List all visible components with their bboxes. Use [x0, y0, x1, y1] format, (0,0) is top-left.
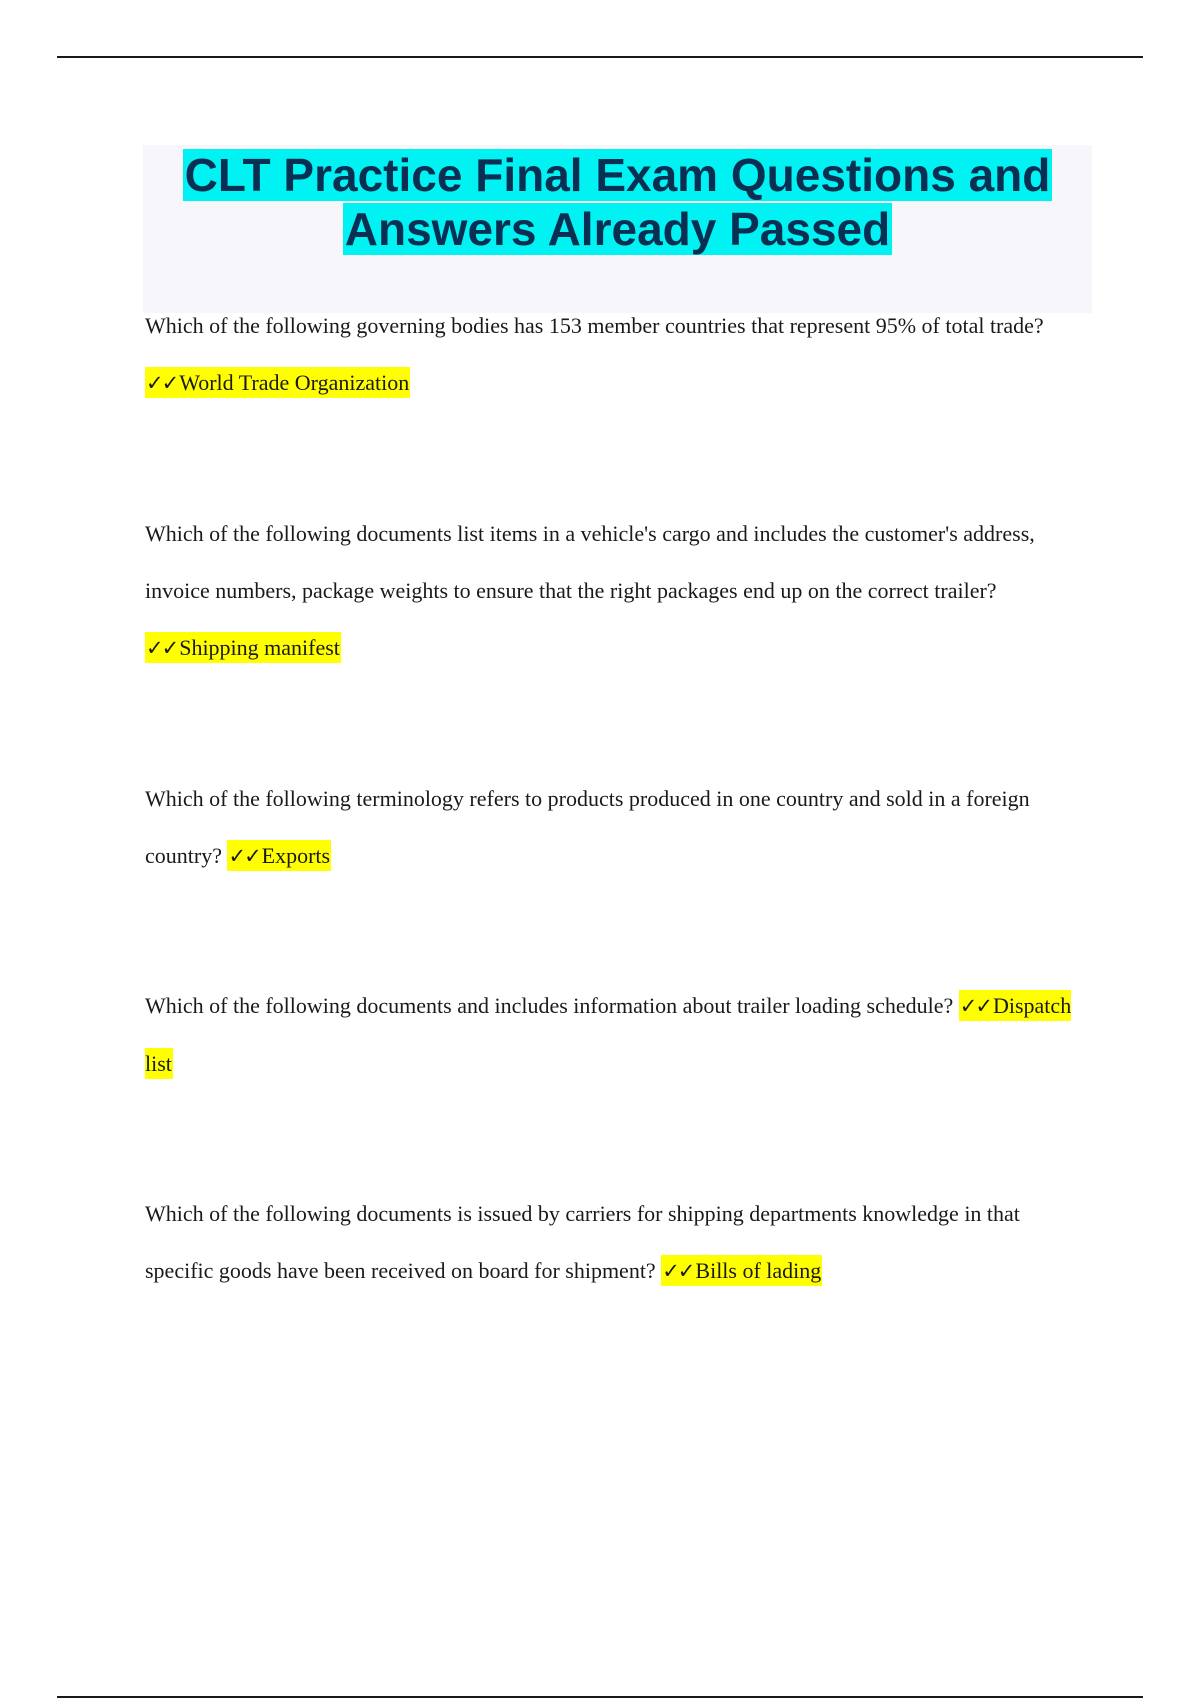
double-check-icon: ✓✓: [959, 994, 991, 1018]
question-text: Which of the following documents list items in a vehicle's cargo and includes the customer's address, invoice numbers, package weights to ensure that the right packages end up on the correct trailer?: [145, 521, 1035, 603]
question-text: Which of the following documents and includes information about trailer loading schedule?: [145, 993, 954, 1018]
answer-text: Dispatch list: [145, 993, 1072, 1076]
answer-text: World Trade Organization: [179, 370, 410, 395]
answer-text: Bills of lading: [695, 1258, 822, 1283]
double-check-icon: ✓✓: [146, 371, 178, 395]
title-block: [143, 145, 1092, 313]
answer-highlight: [145, 367, 410, 398]
qa-item-3: [145, 770, 1085, 885]
qa-item-2: [145, 505, 1085, 677]
question-text: Which of the following terminology refers to products produced in one country and sold in a foreign country?: [145, 786, 1030, 868]
double-check-icon: ✓✓: [228, 844, 260, 868]
document-title: CLT Practice Final Exam Questions and Answers Already Passed: [184, 149, 1051, 255]
answer-highlight: [145, 632, 341, 663]
answer-highlight: [227, 840, 331, 871]
question-text: Which of the following documents is issued by carriers for shipping departments knowledge in that specific goods have been received on board for shipment?: [145, 1201, 1020, 1283]
header-rule: [57, 56, 1143, 58]
answer-text: Exports: [261, 843, 331, 868]
answer-highlight: [661, 1255, 822, 1286]
qa-item-1: [145, 297, 1085, 412]
qa-item-4: [145, 977, 1085, 1092]
qa-item-5: [145, 1185, 1085, 1300]
footer-rule: [57, 1696, 1143, 1698]
double-check-icon: ✓✓: [146, 636, 178, 660]
answer-text: Shipping manifest: [179, 635, 340, 660]
question-text: Which of the following governing bodies has 153 member countries that represent 95% of total trade?: [145, 313, 1044, 338]
double-check-icon: ✓✓: [662, 1259, 694, 1283]
